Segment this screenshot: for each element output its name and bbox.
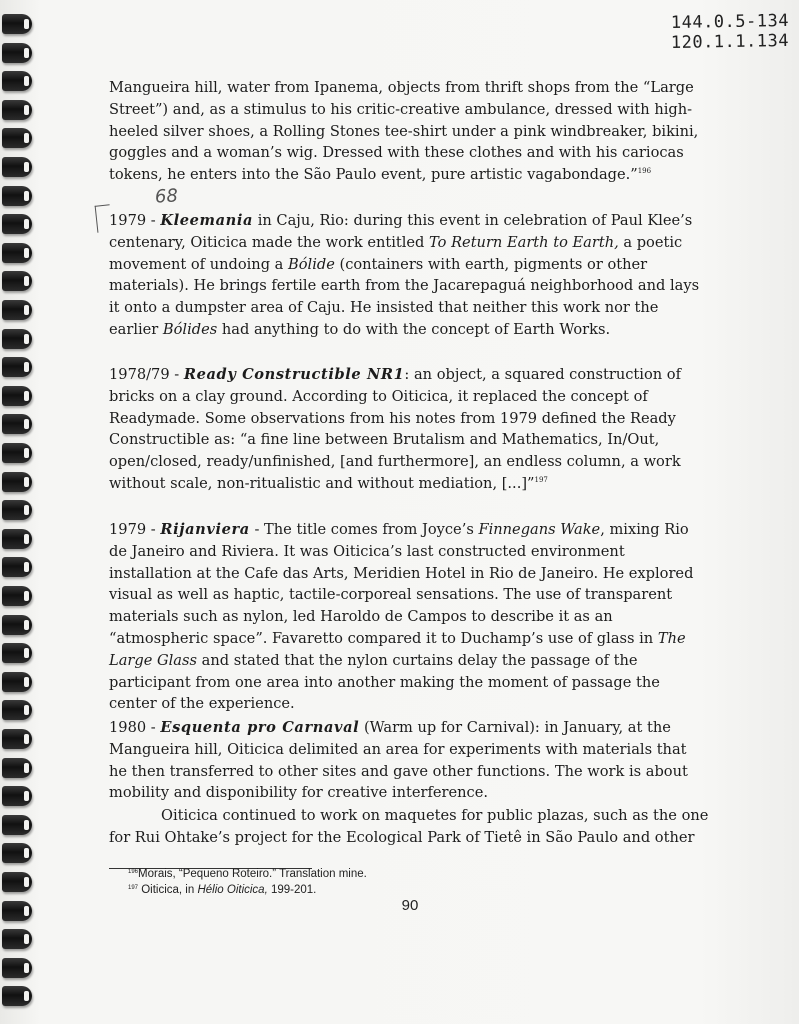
archive-code-1: 144.0.5-134 [670, 10, 790, 34]
work-title: To Return Earth to Earth, [429, 233, 619, 251]
binding-coil [2, 500, 32, 520]
paragraph-text: Mangueira hill, water from Ipanema, objects from thrift shops from the “Large Street”) and, as a stimulus to his critic-creative ambulance, dressed with high-heeled silver shoes, a Rolling Stones tee-shirt under a pink windbreaker, bikini, goggles and a woman’s wig. Dressed with these clothes and with his cariocas tokens, he enters into the São Paulo event, pure artistic vagabondage.” [109, 79, 699, 184]
paragraph-text: and stated that the nylon curtains delay the passage of the participant from one area into another making the moment of passage the center of the experience. [109, 651, 660, 713]
paragraph-rijanviera [109, 519, 709, 715]
paragraph-text: in Caju, Rio: during this event in celebration of Paul Klee’s centenary, Oiticica made the work entitled [109, 212, 693, 251]
paragraph-text: (containers with earth, pigments or other materials). He brings fertile earth from the Jacarepaguá neighborhood and lays it onto a dumpster area of Caju. He insisted that neither this work nor the earlier [109, 255, 700, 338]
binding-coil [2, 901, 32, 921]
footnote-text: Oiticica, in [141, 884, 198, 896]
paragraph-text: - The title comes from Joyce’s [249, 521, 479, 538]
binding-coil [2, 329, 32, 349]
paragraph-text: had anything to do with the concept of Earth Works. [217, 320, 611, 338]
footnote-ref: 197 [534, 475, 548, 484]
binding-coil [2, 615, 32, 635]
work-title: The Large Glass [109, 629, 686, 669]
binding-coil [2, 586, 32, 606]
binding-coil [2, 443, 32, 463]
binding-coil [2, 128, 32, 148]
binding-coil [2, 300, 32, 320]
footnote-ref: 196 [637, 167, 652, 176]
entry-title: Rijanviera [160, 521, 250, 538]
page-number: 90 [401, 897, 419, 914]
work-title: Finnegans Wake [478, 521, 601, 538]
footnote-text: 199-201. [267, 884, 317, 896]
paragraph-text: Oiticica continued to work on maquetes for public plazas, such as the one for Rui Ohtake’s project for the Ecological Park of Tietê in São Paulo and other [109, 807, 709, 846]
binding-coil [2, 929, 32, 949]
entry-year: 1979 - [109, 521, 161, 538]
handwritten-annotation: 68 [154, 185, 179, 208]
binding-coil [2, 472, 32, 492]
paragraph-text: (Warm up for Carnival): in January, at the Mangueira hill, Oiticica delimited an area for experiments with materials that he then transferred to other sites and gave other functions. The work is about mobility and disponibility for creative interference. [109, 719, 688, 802]
footnote-197 [128, 884, 316, 896]
paragraph-ready-constructible [109, 364, 709, 495]
entry-year: 1980 - [109, 719, 161, 736]
entry-title: Esquenta pro Carnaval [160, 719, 360, 736]
binding-coil [2, 243, 32, 263]
binding-coil [2, 872, 32, 892]
archive-code-2: 120.1.1.134 [670, 30, 790, 54]
work-title: Bólide [288, 255, 335, 273]
binding-coil [2, 214, 32, 234]
binding-coil [2, 271, 32, 291]
binding-coil [2, 758, 32, 778]
entry-title: Ready Constructible NR1 [183, 366, 405, 383]
paragraph-text: , mixing Rio de Janeiro and Riviera. It was Oiticica’s last constructed environment installation at the Cafe das Arts, Meridien Hotel in Rio de Janeiro. He explored visual as well as haptic, tactile-corporeal sensations. The use of transparent materials such as nylon, led Haroldo de Campos to describe it as an “atmospheric space”. Favaretto compared it to Duchamp’s use of glass in [109, 521, 694, 647]
binding-coil [2, 986, 32, 1006]
binding-coil [2, 357, 32, 377]
binding-coil [2, 186, 32, 206]
paragraph-esquenta [109, 717, 709, 804]
binding-coil [2, 958, 32, 978]
binding-coil [2, 14, 32, 34]
binding-coil [2, 100, 32, 120]
paragraph-text: : an object, a squared construction of bricks on a clay ground. According to Oiticica, it replaced the concept of Readymade. Some observations from his notes from 1979 defined the Ready Constructible as: “a fine line between Brutalism and Mathematics, In/Out, open/closed, ready/unfinished, [and furthermore], an endless column, a work without scale, non-ritualistic and without mediation, [...]” [109, 366, 681, 492]
spiral-binding [0, 0, 40, 1024]
binding-coil [2, 672, 32, 692]
binding-coil [2, 729, 32, 749]
binding-coil [2, 643, 32, 663]
binding-coil [2, 43, 32, 63]
binding-coil [2, 386, 32, 406]
binding-coil [2, 529, 32, 549]
binding-coil [2, 71, 32, 91]
binding-coil [2, 815, 32, 835]
entry-year: 1979 - [109, 212, 161, 229]
footnote-number: 197 [128, 885, 139, 891]
footnote-text: Morais, “Pequeno Roteiro.” Translation mine. [138, 868, 367, 880]
paragraph-text: a poetic movement of undoing a [109, 233, 683, 273]
entry-title: Kleemania [160, 212, 254, 229]
work-title: Bólides [162, 320, 218, 338]
footnote-196 [128, 868, 367, 880]
binding-coil [2, 414, 32, 434]
footnote-italic: Hélio Oiticica, [197, 884, 268, 896]
binding-coil [2, 843, 32, 863]
binding-coil [2, 700, 32, 720]
binding-coil [2, 557, 32, 577]
entry-year: 1978/79 - [109, 366, 184, 383]
binding-coil [2, 786, 32, 806]
paragraph-continuation [109, 77, 709, 186]
footnote-number: 196 [128, 869, 139, 875]
binding-coil [2, 157, 32, 177]
paragraph-maquetes [109, 805, 709, 849]
paragraph-kleemania [109, 210, 709, 341]
